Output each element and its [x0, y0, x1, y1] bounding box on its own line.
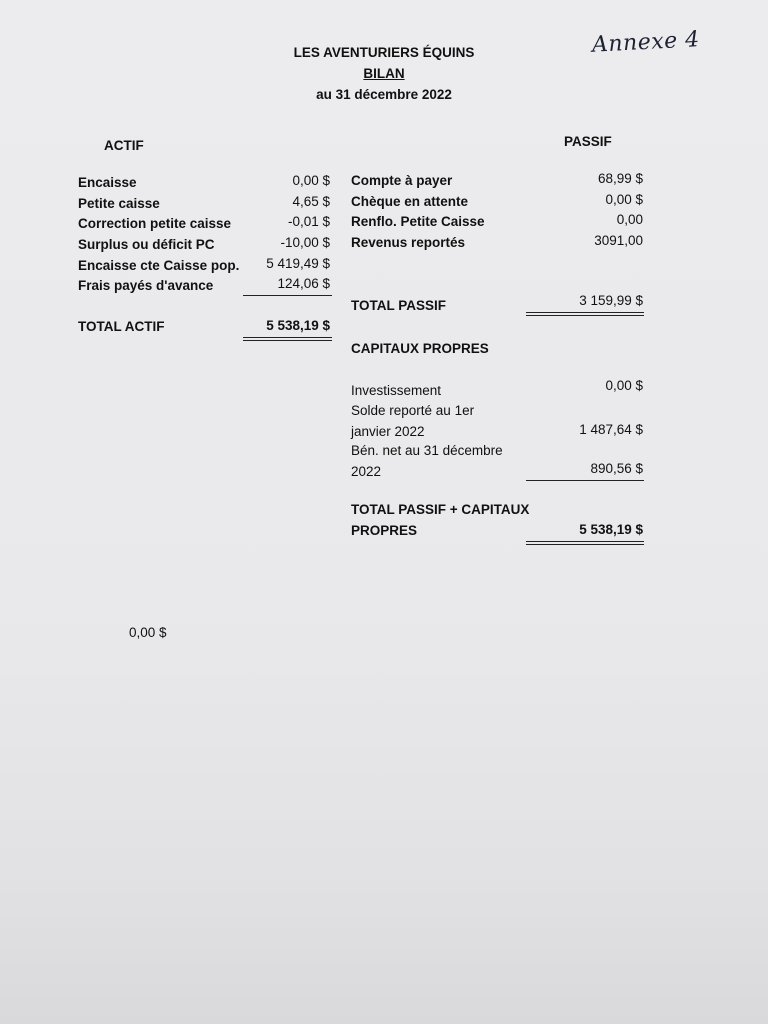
passif-value: 0,00 $	[605, 192, 643, 207]
grand-total-value: 5 538,19 $	[579, 522, 643, 537]
capitaux-heading: CAPITAUX PROPRES	[351, 341, 489, 356]
total-passif-label: TOTAL PASSIF	[351, 298, 447, 313]
passif-value: 0,00	[616, 212, 643, 227]
passif-heading: PASSIF	[564, 134, 612, 149]
solde-value: 1 487,64 $	[579, 422, 643, 437]
benefice-value: 890,56 $	[590, 461, 643, 476]
annexe-handwritten-note: Annexe 4	[591, 27, 701, 58]
actif-value: -0,01 $	[287, 214, 330, 229]
solde-label-line1: Solde reporté au 1er	[351, 403, 475, 418]
passif-value: 3091,00	[594, 233, 643, 248]
actif-label: Encaisse cte Caisse pop.	[78, 258, 240, 273]
subtotal-underline	[243, 295, 332, 296]
solde-label-line2: janvier 2022	[351, 424, 425, 439]
grand-total-label-line2: PROPRES	[351, 523, 418, 538]
actif-value: 0,00 $	[292, 173, 330, 188]
actif-label: Frais payés d'avance	[78, 278, 214, 293]
benefice-label-line1: Bén. net au 31 décembre	[351, 443, 503, 458]
actif-value: 5 419,49 $	[266, 256, 330, 271]
grand-total-double-underline	[526, 541, 644, 545]
document-title: BILAN	[363, 66, 405, 81]
benefice-label-line2: 2022	[351, 464, 382, 479]
total-passif-double-underline	[526, 312, 644, 316]
document-date: au 31 décembre 2022	[316, 87, 452, 102]
passif-label: Compte à payer	[351, 173, 453, 188]
passif-label: Chèque en attente	[351, 194, 469, 209]
passif-label: Renflo. Petite Caisse	[351, 214, 485, 229]
actif-label: Petite caisse	[78, 196, 160, 211]
investissement-value: 0,00 $	[605, 378, 643, 393]
total-actif-value: 5 538,19 $	[266, 318, 330, 333]
company-name: LES AVENTURIERS ÉQUINS	[293, 45, 475, 60]
grand-total-label-line1: TOTAL PASSIF + CAPITAUX	[351, 502, 530, 517]
total-actif-label: TOTAL ACTIF	[78, 319, 165, 334]
actif-label: Correction petite caisse	[78, 216, 232, 231]
passif-label: Revenus reportés	[351, 235, 466, 250]
benefice-underline	[526, 480, 644, 481]
actif-value: 4,65 $	[292, 194, 330, 209]
actif-value: 124,06 $	[277, 276, 330, 291]
investissement-label: Investissement	[351, 383, 442, 398]
footer-value: 0,00 $	[129, 625, 167, 640]
actif-label: Encaisse	[78, 175, 137, 190]
total-passif-value: 3 159,99 $	[579, 293, 643, 308]
total-actif-double-underline	[243, 337, 332, 341]
actif-label: Surplus ou déficit PC	[78, 237, 215, 252]
passif-value: 68,99 $	[597, 171, 643, 186]
actif-heading: ACTIF	[104, 138, 144, 153]
actif-value: -10,00 $	[280, 235, 330, 250]
